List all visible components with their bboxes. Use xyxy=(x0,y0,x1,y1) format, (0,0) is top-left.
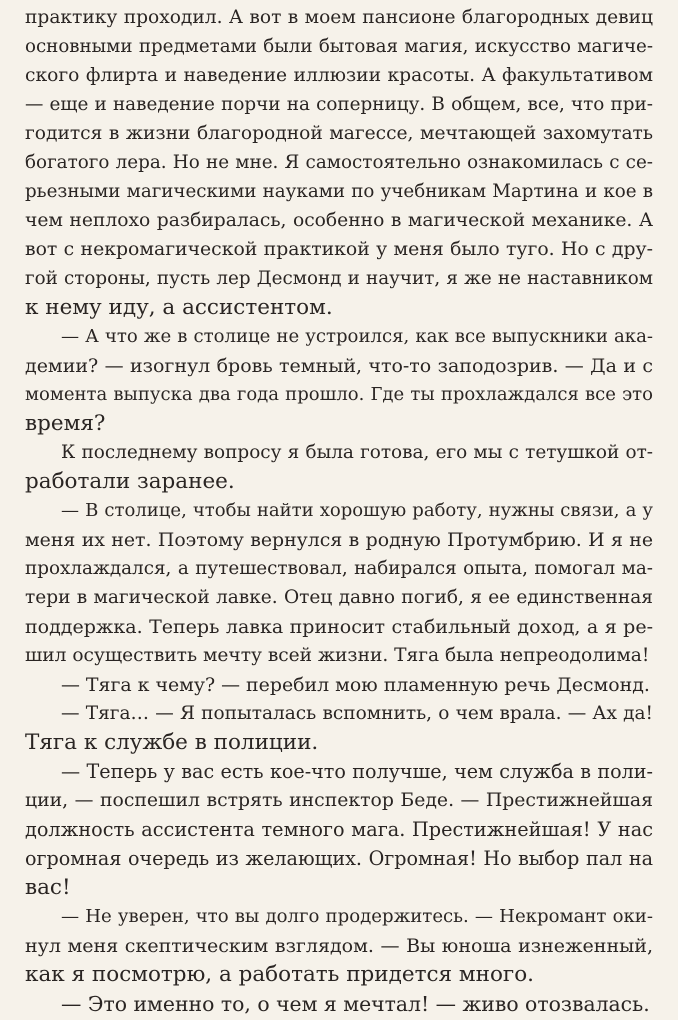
text-line: шил осуществить мечту всей жизни. Тяга была непреодолима! xyxy=(25,645,650,666)
text-line: тери в магической лавке. Отец давно погиб, я ее единственная xyxy=(25,587,653,608)
text-line: годится в жизни благородной магессе, мечтающей захомутать xyxy=(25,123,653,144)
text-line: богатого лера. Но не мне. Я самостоятельно ознакомилась с се- xyxy=(25,152,653,173)
text-line: — Не уверен, что вы долго продержитесь. — Некромант оки- xyxy=(61,906,653,927)
text-line: поддержка. Теперь лавка приносит стабильный доход, а я ре- xyxy=(25,616,653,638)
text-line: рьезными магическими науками по учебникам Мартина и кое в xyxy=(25,181,653,202)
text-line: — В столице, чтобы найти хорошую работу, нужны связи, а у xyxy=(61,500,653,521)
text-line: практику проходил. А вот в моем пансионе благородных девиц xyxy=(25,7,653,28)
text-line: — Тяга… — Я попыталась вспомнить, о чем врала. — Ах да! xyxy=(61,703,653,724)
text-line: прохлаждался, а путешествовал, набирался опыта, помогал ма- xyxy=(25,558,653,579)
text-line: вас! xyxy=(25,875,71,900)
text-line: ского флирта и наведение иллюзии красоты. А факультативом xyxy=(25,65,653,86)
text-line: время? xyxy=(25,411,106,436)
text-line: Тяга к службе в полиции. xyxy=(25,730,319,755)
text-line: ции, — поспешил встрять инспектор Беде. — Престижнейшая xyxy=(25,790,653,811)
text-line: вот с некромагической практикой у меня было туго. Но с дру- xyxy=(25,239,653,260)
text-line: К последнему вопросу я была готова, его мы с тетушкой от- xyxy=(61,442,653,463)
text-line: — Это именно то, о чем я мечтал! — живо отозвалась. xyxy=(61,992,650,1016)
text-line: огромная очередь из желающих. Огромная! Но выбор пал на xyxy=(25,847,653,870)
text-line: должность ассистента темного мага. Престижнейшая! У нас xyxy=(25,818,653,841)
text-line: чем неплохо разбиралась, особенно в магической механике. А xyxy=(25,210,653,231)
text-line: нул меня скептическим взглядом. — Вы юноша изнеженный, xyxy=(25,935,653,957)
text-line: — еще и наведение порчи на соперницу. В общем, все, что при- xyxy=(25,94,653,115)
text-line: — А что же в столице не устроился, как все выпускники ака- xyxy=(61,326,653,347)
text-line: как я посмотрю, а работать придется много. xyxy=(25,962,534,987)
text-line: гой стороны, пусть лер Десмонд и научит, я же не наставником xyxy=(25,268,653,289)
text-line: момента выпуска два года прошло. Где ты прохлаждался все это xyxy=(25,384,653,405)
text-line: — Тяга к чему? — перебил мою пламенную речь Десмонд. xyxy=(61,674,650,696)
text-line: работали заранее. xyxy=(25,469,235,494)
text-line: основными предметами были бытовая магия, искусство магиче- xyxy=(25,36,653,57)
text-line: меня их нет. Поэтому вернулся в родную Протумбрию. И я не xyxy=(25,529,653,551)
text-line: к нему иду, а ассистентом. xyxy=(25,295,333,320)
text-line: — Теперь у вас есть кое-что получше, чем служба в поли- xyxy=(61,760,653,783)
text-line: демии? — изогнул бровь темный, что-то заподозрив. — Да и с xyxy=(25,355,653,377)
